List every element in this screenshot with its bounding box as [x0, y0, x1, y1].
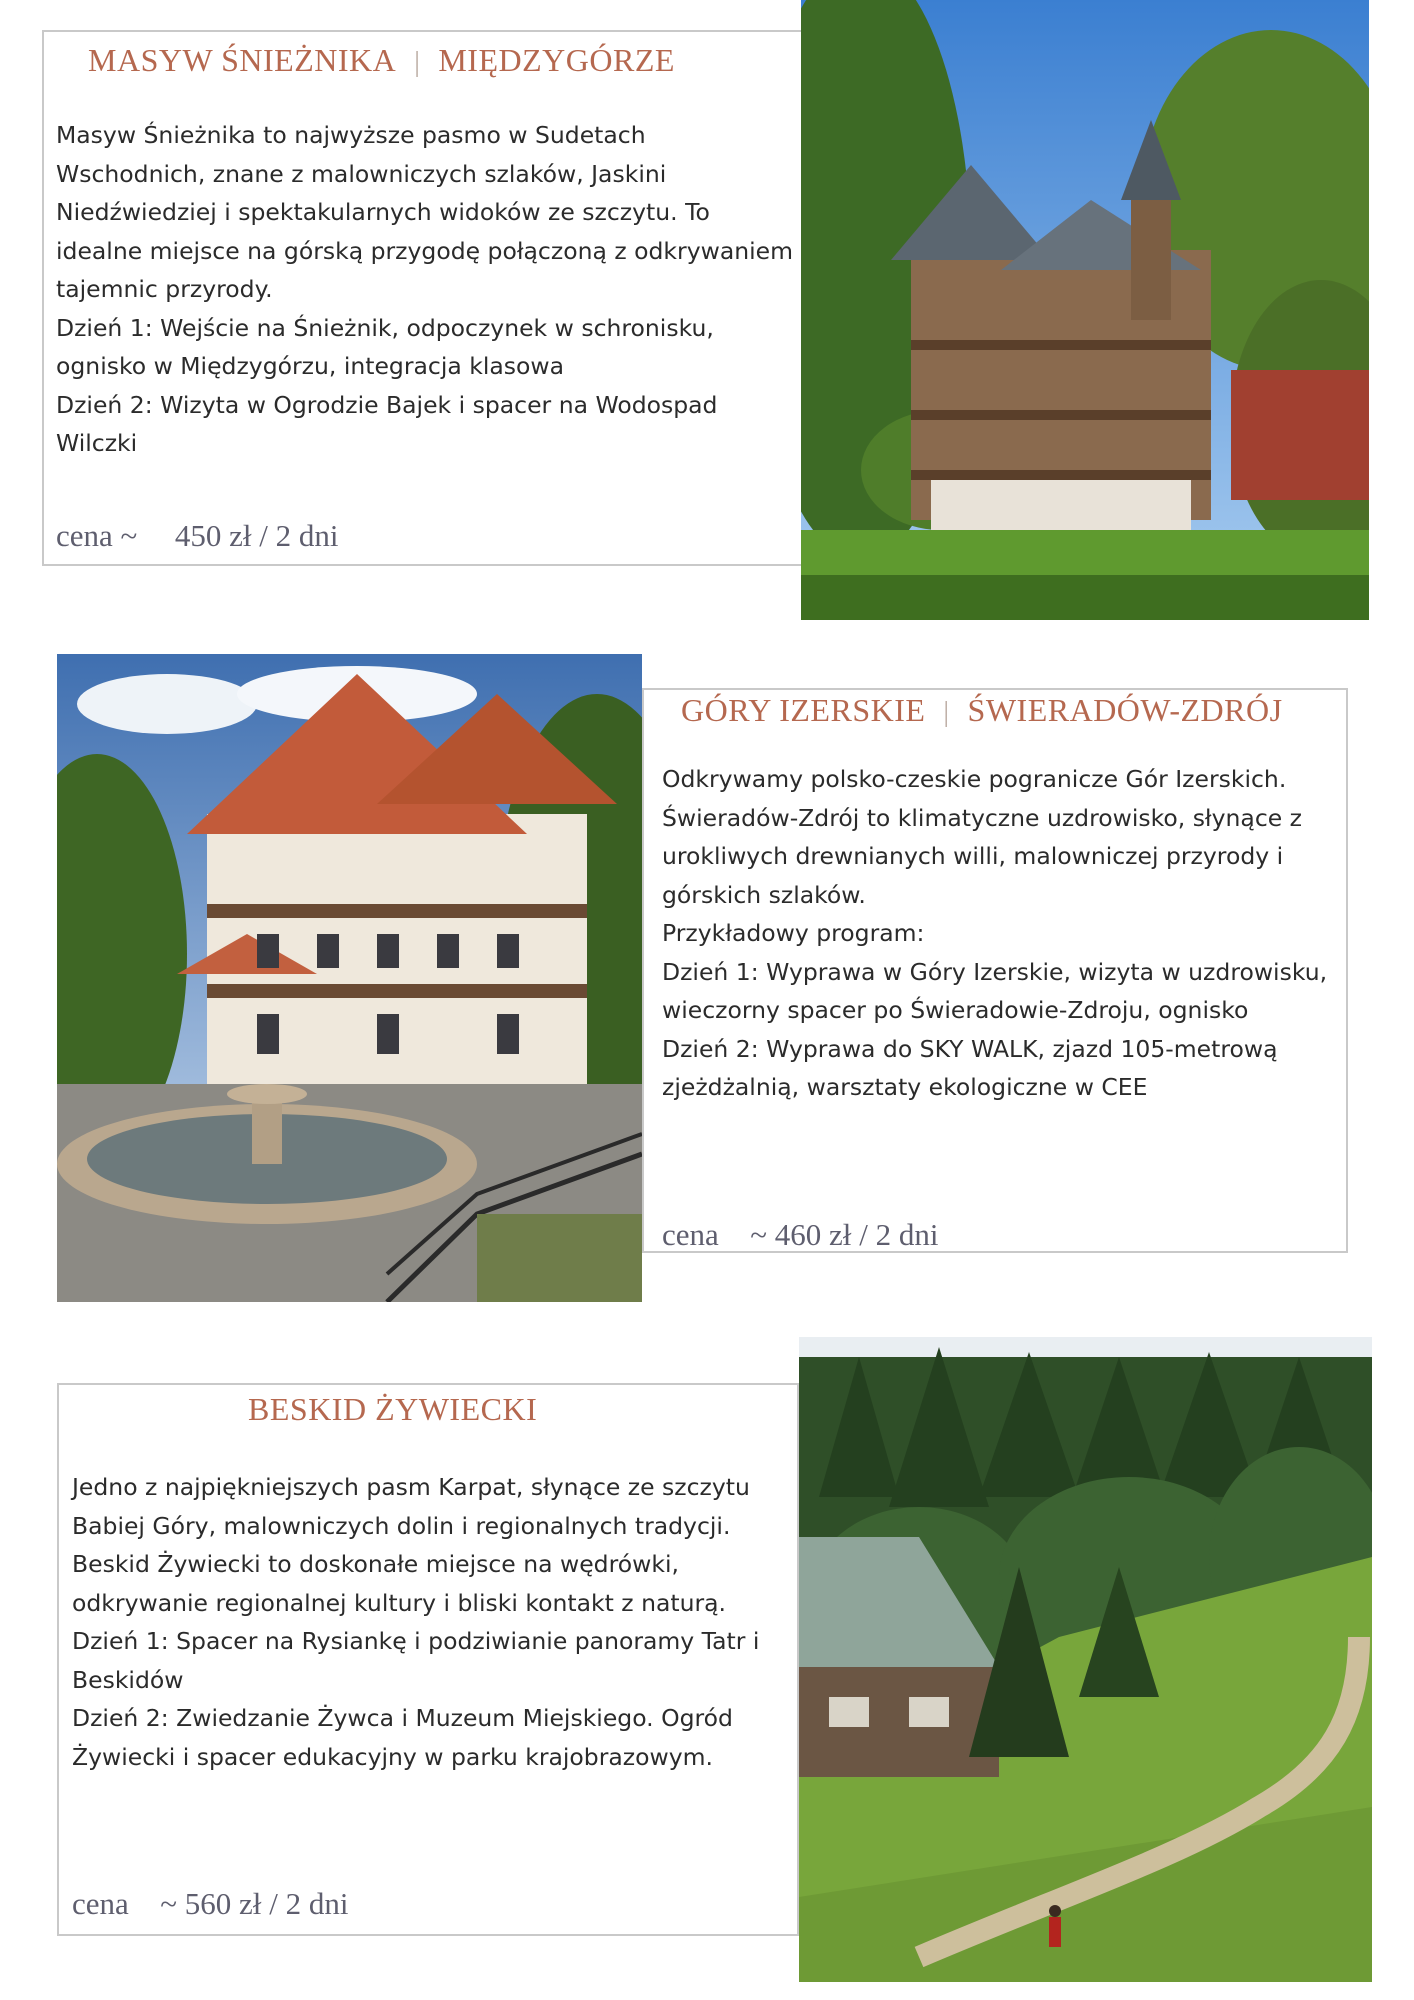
mountain-hostel-forest-photo: [799, 1337, 1372, 1982]
price-value: 450 zł: [174, 518, 252, 553]
price-separator: /: [859, 1217, 868, 1252]
section-2-price: [662, 1217, 938, 1253]
section-1-title-separator: |: [414, 47, 421, 78]
section-3-description: [72, 1468, 792, 1776]
section-2-title-left: GÓRY IZERSKIE: [681, 692, 926, 728]
section-3-paragraph: Dzień 1: Spacer na Rysiankę i podziwianie panoramy Tatr i Beskidów: [72, 1627, 760, 1694]
section-1-title: [88, 42, 675, 79]
section-2-title-right: ŚWIERADÓW-ZDRÓJ: [967, 692, 1283, 728]
section-3-title-text: BESKID ŻYWIECKI: [248, 1391, 538, 1427]
section-2-paragraph: Przykładowy program:: [662, 919, 925, 947]
section-1-paragraph: Dzień 1: Wejście na Śnieżnik, odpoczynek w schronisku, ognisko w Międzygórzu, integracja klasowa: [56, 313, 714, 380]
section-3-paragraph: Dzień 2: Zwiedzanie Żywca i Muzeum Miejskiego. Ogród Żywiecki i spacer edukacyjny w parku krajobrazowym.: [72, 1704, 733, 1771]
section-1-title-left: MASYW ŚNIEŻNIKA: [88, 42, 397, 78]
section-3-price: [72, 1886, 348, 1922]
section-2-description: [662, 760, 1332, 1107]
price-label: cena ~: [56, 518, 138, 553]
section-2-paragraph: Odkrywamy polsko-czeskie pogranicze Gór Izerskich.: [662, 765, 1287, 793]
section-1-description: [56, 116, 796, 463]
price-duration: 2 dni: [875, 1217, 939, 1252]
section-3-title: [248, 1391, 537, 1428]
price-separator: /: [259, 518, 268, 553]
price-separator: /: [269, 1886, 278, 1921]
section-1-title-right: MIĘDZYGÓRZE: [438, 42, 675, 78]
section-1-paragraph: Dzień 2: Wizyta w Ogrodzie Bajek i spacer na Wodospad Wilczki: [56, 390, 718, 457]
spa-house-fountain-photo: [57, 654, 642, 1302]
section-2-paragraph: Dzień 1: Wyprawa w Góry Izerskie, wizyta w uzdrowisku, wieczorny spacer po Świeradowie-Zdroju, ognisko: [662, 957, 1328, 1024]
price-value: ~ 460 zł: [750, 1217, 852, 1252]
section-1-price: [56, 518, 338, 554]
section-2-paragraph: Świeradów-Zdrój to klimatyczne uzdrowisko, słynące z urokliwych drewnianych willi, malowniczej przyrody i górskich szlaków.: [662, 803, 1302, 909]
price-label: cena: [662, 1217, 719, 1252]
section-2-title-separator: |: [943, 697, 950, 728]
section-2-title: [681, 692, 1283, 729]
section-1-paragraph: Masyw Śnieżnika to najwyższe pasmo w Sudetach Wschodnich, znane z malowniczych szlaków, Jaskini Niedźwiedziej i spektakularnych widoków ze szczytu. To idealne miejsce na górską przygodę połączoną z odkrywaniem tajemnic przyrody.: [56, 121, 794, 303]
price-duration: 2 dni: [285, 1886, 349, 1921]
historic-wooden-villa-photo: [801, 0, 1369, 620]
price-duration: 2 dni: [275, 518, 339, 553]
price-label: cena: [72, 1886, 129, 1921]
price-value: ~ 560 zł: [160, 1886, 262, 1921]
section-3-paragraph: Jedno z najpiękniejszych pasm Karpat, słynące ze szczytu Babiej Góry, malowniczych dolin i regionalnych tradycji. Beskid Żywiecki to doskonałe miejsce na wędrówki, odkrywanie regionalnej kultury i bliski kontakt z naturą.: [72, 1473, 750, 1617]
section-2-paragraph: Dzień 2: Wyprawa do SKY WALK, zjazd 105-metrową zjeżdżalnią, warsztaty ekologiczne w CEE: [662, 1034, 1278, 1101]
